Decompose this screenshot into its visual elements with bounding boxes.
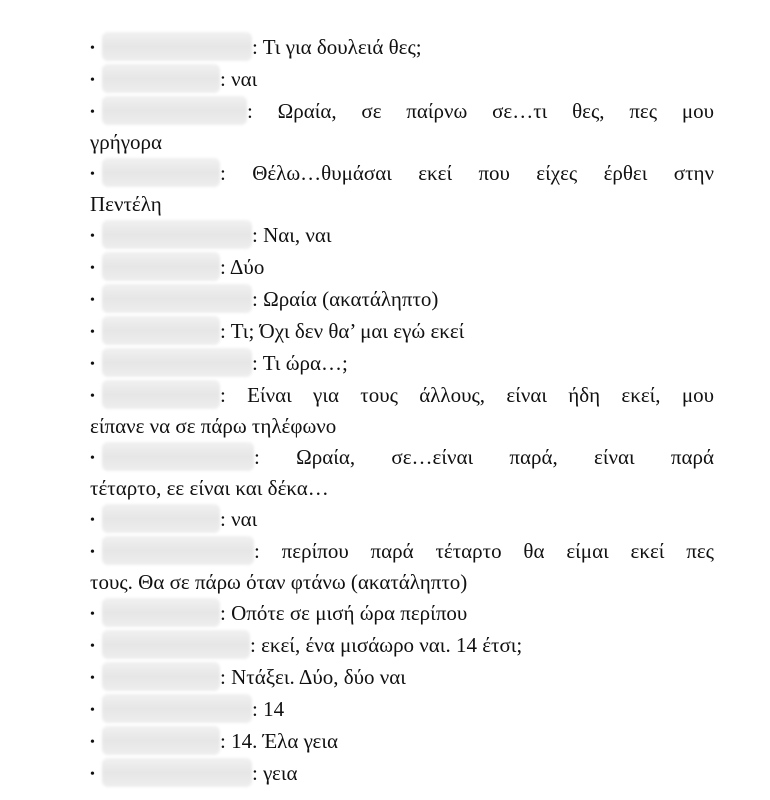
bullet-point: • (90, 451, 95, 466)
dialogue-line (90, 96, 714, 127)
bullet-point: • (90, 105, 95, 120)
dialogue-line (90, 662, 714, 694)
dialogue-line (90, 536, 714, 567)
dialogue-text: : γεια (252, 761, 298, 785)
dialogue-text: : Ωραία, σε παίρνω σε…τι θες, πες μου (247, 99, 714, 123)
redacted-speaker-name (102, 442, 254, 471)
bullet-point: • (90, 73, 95, 88)
dialogue-line (90, 32, 714, 64)
bullet-point: • (90, 767, 95, 782)
bullet-point: • (90, 639, 95, 654)
dialogue-line (90, 158, 714, 189)
bullet-point: • (90, 357, 95, 372)
dialogue-text: : περίπου παρά τέταρτο θα είμαι εκεί πες (254, 539, 714, 563)
bullet-point: • (90, 545, 95, 560)
bullet-point: • (90, 671, 95, 686)
bullet-point: • (90, 389, 95, 404)
bullet-point: • (90, 735, 95, 750)
dialogue-line (90, 598, 714, 630)
dialogue-line (90, 726, 714, 758)
dialogue-line (90, 252, 714, 284)
dialogue-text: : Ωραία, σε…είναι παρά, είναι παρά (254, 445, 714, 469)
dialogue-line (90, 284, 714, 316)
bullet-point: • (90, 229, 95, 244)
redacted-speaker-name (102, 536, 254, 565)
bullet-point: • (90, 607, 95, 622)
redacted-speaker-name (102, 64, 220, 93)
redacted-speaker-name (102, 316, 220, 345)
dialogue-text: : Ντάξει. Δύο, δύο ναι (220, 665, 406, 689)
dialogue-text: : Δύο (220, 255, 265, 279)
dialogue-line (90, 348, 714, 380)
dialogue-text: : Τι ώρα…; (252, 351, 348, 375)
dialogue-text: : Τι; Όχι δεν θα’ μαι εγώ εκεί (220, 319, 465, 343)
dialogue-text: : εκεί, ένα μισάωρο ναι. 14 έτσι; (250, 633, 523, 657)
dialogue-text: : Θέλω…θυμάσαι εκεί που είχες έρθει στην (220, 161, 714, 185)
redacted-speaker-name (102, 694, 252, 723)
dialogue-continuation: είπανε να σε πάρω τηλέφωνο (90, 414, 337, 438)
bullet-point: • (90, 325, 95, 340)
redacted-speaker-name (102, 630, 250, 659)
redacted-speaker-name (102, 380, 220, 409)
redacted-speaker-name (102, 252, 220, 281)
dialogue-line (90, 758, 714, 790)
dialogue-text: : ναι (220, 507, 258, 531)
dialogue-text: : Είναι για τους άλλους, είναι ήδη εκεί, μου (220, 383, 714, 407)
dialogue-continuation: τέταρτο, εε είναι και δέκα… (90, 476, 329, 500)
redacted-speaker-name (102, 284, 252, 313)
dialogue-text: : Ωραία (ακατάληπτο) (252, 287, 439, 311)
bullet-point: • (90, 293, 95, 308)
dialogue-line (90, 630, 714, 662)
redacted-speaker-name (102, 598, 220, 627)
redacted-speaker-name (102, 32, 252, 61)
dialogue-line (90, 504, 714, 536)
redacted-speaker-name (102, 96, 247, 125)
dialogue-line (90, 220, 714, 252)
dialogue-text: : 14. Έλα γεια (220, 729, 338, 753)
bullet-point: • (90, 41, 95, 56)
transcript-dialogue (90, 32, 714, 790)
redacted-speaker-name (102, 726, 220, 755)
dialogue-line (90, 380, 714, 411)
bullet-point: • (90, 703, 95, 718)
dialogue-text: : Τι για δουλειά θες; (252, 35, 422, 59)
redacted-speaker-name (102, 504, 220, 533)
dialogue-continuation: τους. Θα σε πάρω όταν φτάνω (ακατάληπτο) (90, 570, 468, 594)
dialogue-line (90, 64, 714, 96)
dialogue-text: : Οπότε σε μισή ώρα περίπου (220, 601, 468, 625)
bullet-point: • (90, 513, 95, 528)
redacted-speaker-name (102, 662, 220, 691)
dialogue-line (90, 316, 714, 348)
dialogue-line (90, 694, 714, 726)
bullet-point: • (90, 167, 95, 182)
redacted-speaker-name (102, 348, 252, 377)
redacted-speaker-name (102, 158, 220, 187)
dialogue-text: : 14 (252, 697, 285, 721)
dialogue-continuation: Πεντέλη (90, 192, 162, 216)
bullet-point: • (90, 261, 95, 276)
dialogue-text: : Ναι, ναι (252, 223, 332, 247)
redacted-speaker-name (102, 758, 252, 787)
dialogue-continuation: γρήγορα (90, 130, 163, 154)
dialogue-text: : ναι (220, 67, 258, 91)
dialogue-line (90, 442, 714, 473)
redacted-speaker-name (102, 220, 252, 249)
